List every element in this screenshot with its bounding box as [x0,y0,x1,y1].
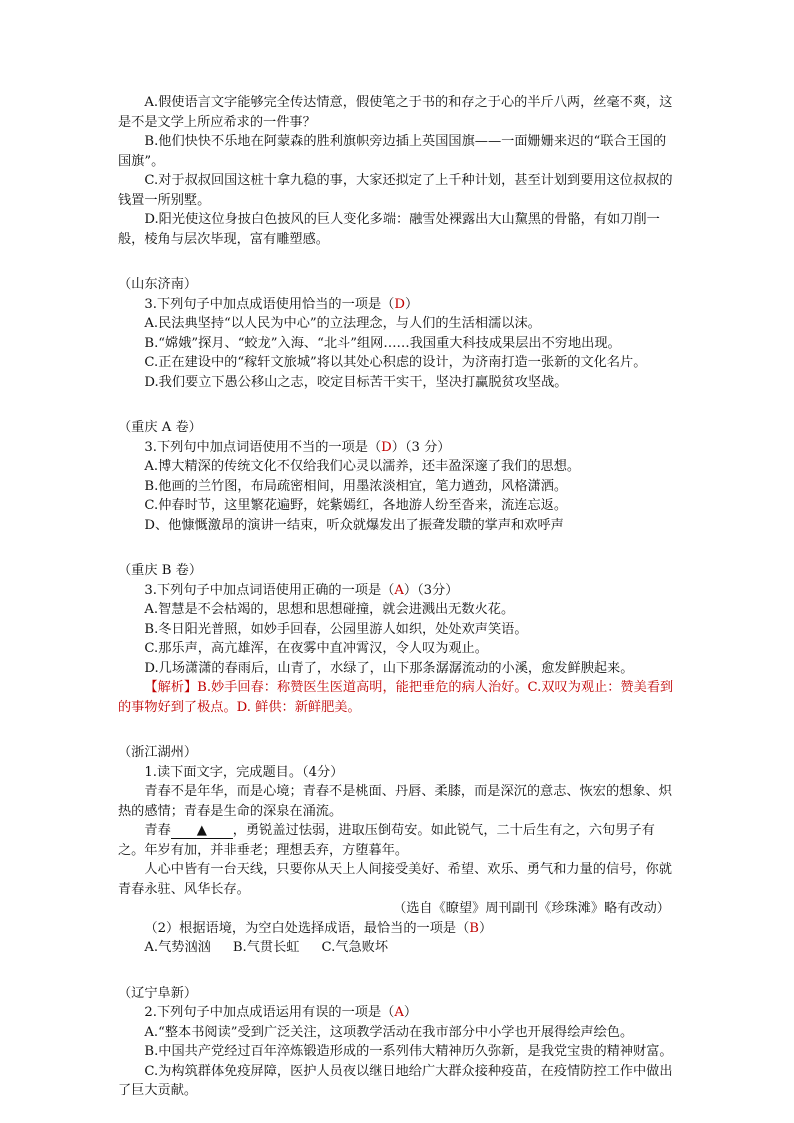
region-label: （浙江湖州） [118,745,198,760]
stem-text: （2）根据语境，为空白处选择成语，最恰当的一项是（ [144,920,470,936]
fill-blank: ▲ [171,823,233,839]
stem-tail: ）（3分） [403,582,459,598]
option-a: A.博大精深的传统文化不仅给我们心灵以濡养，还丰盈深邃了我们的思想。 [144,459,581,474]
question-block-chongqing-b [118,561,678,717]
option-b: B.他们快快不乐地在阿蒙森的胜利旗帜旁边插上英国国旗——一面姗姗来迟的“联合王国的国旗”。 [118,134,667,169]
answer-letter: A [394,582,404,598]
option-c: C.仲春时节，这里繁花遍野，姹紫嫣红，各地游人纷至沓来，流连忘返。 [144,498,568,513]
option-d: D.阳光使这位身披白色披风的巨人变化多端：融雪处裸露出大山黧黑的骨骼，有如刀削一般，棱角与层次毕现，富有雕塑感。 [118,212,660,247]
region-label: （山东济南） [118,277,198,292]
option-b: B.中国共产党经过百年淬炼锻造形成的一系列伟大精神历久弥新，是我党宝贵的精神财富。 [144,1044,673,1059]
passage-paragraph-3: 人心中皆有一台天线，只要你从天上人间接受美好、希望、欢乐、勇气和力量的信号，你就青春永驻、风华长存。 [118,862,672,897]
option-a: A.假使语言文字能够完全传达情意，假使笔之于书的和存之于心的半斤八两，丝毫不爽，这是不是文学上所应希求的一件事？ [118,95,673,130]
answer-letter: A [394,1005,404,1020]
option-b: B.他画的兰竹图，布局疏密相间，用墨浓淡相宜，笔力遒劲，风格潇洒。 [144,478,568,494]
answer-letter: D [381,439,392,455]
question-stem [118,295,678,315]
region-label: （辽宁阜新） [118,985,198,1001]
option-b: B.“嫦娥”探月、“蛟龙”入海、“北斗”组网……我国重大科技成果层出不穷地出现。 [144,335,621,351]
option-b: B.气贯长虹 [232,940,300,955]
options-row [118,938,678,958]
region-label: （重庆 B 卷） [118,563,203,578]
option-a: A.气势汹汹 [144,940,211,955]
stem-text: 3.下列句中加点词语使用不当的一项是（ [144,439,382,455]
source-citation: （选自《瞭望》周刊副刊《珍珠滩》略有改动） [393,901,670,916]
region-label: （重庆 A 卷） [118,420,202,435]
question-block-huzhou [118,743,678,958]
stem-text: 3.下列句子中加点成语使用恰当的一项是（ [144,296,395,312]
answer-letter: D [394,296,405,312]
option-d: D、他慷慨激昂的演讲一结束，听众就爆发出了振聋发聩的掌声和欢呼声 [144,517,564,533]
option-c: C.为构筑群体免疫屏障，医护人员夜以继日地给广大群众接种疫苗，在疫情防控工作中做出了巨大贡献。 [118,1063,673,1098]
option-c: C.气急败坏 [321,940,389,955]
stem-tail: ） [403,1005,418,1020]
answer-letter: B [469,920,479,936]
instruction: 1.读下面文字，完成题目。（4分） [144,764,344,780]
question-block-1 [118,93,678,249]
option-c: C.正在建设中的“稼轩文旅城”将以其处心积虑的设计，为济南打造一张新的文化名片。 [144,355,647,370]
option-d: D.我们要立下愚公移山之志，咬定目标苦干实干，坚决打赢脱贫攻坚战。 [144,374,568,390]
stem-text: 2.下列句子中加点成语运用有误的一项是（ [144,1005,395,1020]
analysis-text: 【解析】B.妙手回春：称赞医生医道高明，能把垂危的病人治好。C.双叹为观止：赞美看到的事物好到了极点。D. 鲜供：新鲜肥美。 [118,680,674,715]
document-page [118,93,678,1101]
option-a: A.智慧是不会枯竭的，思想和思想碰撞，就会进溅出无数火花。 [144,602,515,617]
option-d: D.几场潇潇的春雨后，山青了，水绿了，山下那条潺潺流动的小溪，愈发鲜腴起来。 [144,660,634,676]
question-stem [118,438,678,458]
question-stem [118,919,678,939]
stem-tail: ） [404,296,419,312]
question-block-chongqing-a [118,418,678,535]
option-b: B.冬日阳光普照，如妙手回春，公园里游人如织，处处欢声笑语。 [144,621,528,637]
question-block-fuxin [118,984,678,1101]
passage-paragraph-2 [118,821,678,860]
para2-start: 青春 [144,823,171,838]
option-a: A.民法典坚持“以人民为中心”的立法理念，与人们的生活相濡以沫。 [144,316,541,331]
passage-paragraph-1: 青春不是年华，而是心境；青春不是桃面、丹唇、柔膝，而是深沉的意志、恢宏的想象、炽热的感情；青春是生命的深泉在涌流。 [118,784,672,819]
question-stem [118,581,678,601]
option-c: C.那乐声，高亢雄浑，在夜雾中直冲霄汉，令人叹为观止。 [144,641,488,656]
question-block-jinan [118,275,678,392]
stem-tail: ） [478,920,493,936]
stem-tail: ）（3 分） [391,439,451,455]
option-c: C.对于叔叔回国这桩十拿九稳的事，大家还拟定了上千种计划，甚至计划到要用这位叔叔的钱置一所别墅。 [118,173,673,208]
question-stem [118,1003,678,1023]
option-a: A.“整本书阅读”受到广泛关注，这项教学活动在我市部分中小学也开展得绘声绘色。 [144,1024,634,1040]
para2-rest: ，勇锐盖过怯弱，进取压倒苟安。如此锐气，二十后生有之，六旬男子有之。年岁有加，并非垂老；理想丢弃，方堕暮年。 [118,823,655,858]
stem-text: 3.下列句子中加点词语使用正确的一项是（ [144,582,395,598]
